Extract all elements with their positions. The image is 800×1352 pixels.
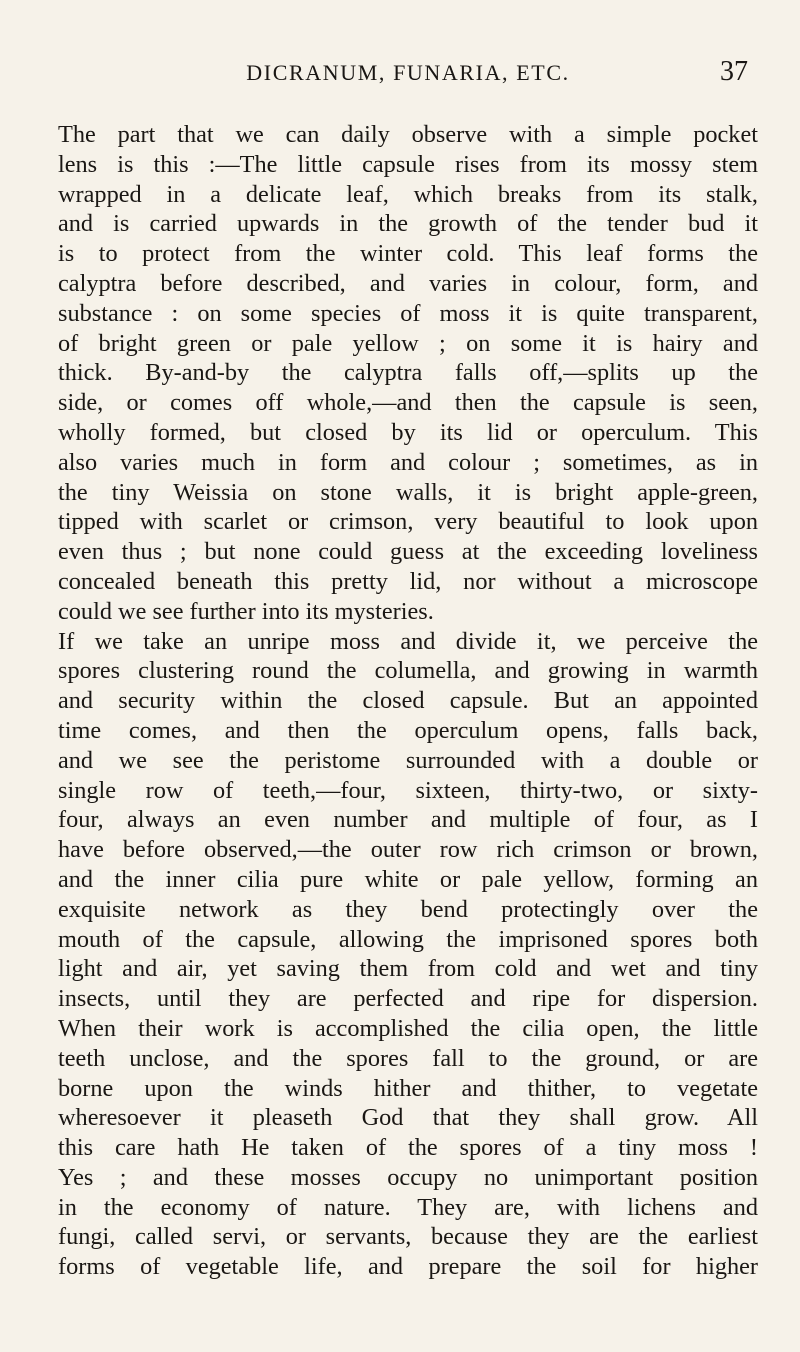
- text-line: wrapped in a delicate leaf, which breaks from its stalk,: [58, 180, 758, 208]
- text-line: lens is this :—The little capsule rises from its mossy stem: [58, 150, 758, 178]
- text-line: of bright green or pale yellow ; on some it is hairy and: [58, 329, 758, 357]
- text-line: forms of vegetable life, and prepare the soil for higher: [58, 1253, 758, 1281]
- text-line: side, or comes off whole,—and then the capsule is seen,: [58, 389, 758, 417]
- text-line: this care hath He taken of the spores of a tiny moss !: [58, 1134, 758, 1162]
- text-line: When their work is accomplished the cilia open, the little: [58, 1014, 758, 1042]
- text-line: thick. By-and-by the calyptra falls off,—splits up the: [58, 359, 758, 387]
- text-line: Yes ; and these mosses occupy no unimportant position: [58, 1163, 758, 1191]
- text-line: time comes, and then the operculum opens, falls back,: [58, 716, 758, 744]
- text-line: also varies much in form and colour ; sometimes, as in: [58, 448, 758, 476]
- text-line: The part that we can daily observe with a simple pocket: [58, 121, 758, 148]
- text-line: and security within the closed capsule. But an appointed: [58, 687, 758, 715]
- text-line: mouth of the capsule, allowing the imprisoned spores both: [58, 925, 758, 953]
- text-line: is to protect from the winter cold. This leaf forms the: [58, 240, 758, 268]
- text-line: teeth unclose, and the spores fall to the ground, or are: [58, 1044, 758, 1072]
- text-line: insects, until they are perfected and ripe for dispersion.: [58, 985, 758, 1013]
- text-line: four, always an even number and multiple of four, as I: [58, 806, 758, 834]
- text-line: and we see the peristome surrounded with a double or: [58, 746, 758, 774]
- body-text: [58, 120, 758, 1282]
- text-line: calyptra before described, and varies in colour, form, and: [58, 269, 758, 297]
- text-line: have before observed,—the outer row rich crimson or brown,: [58, 836, 758, 864]
- text-line: borne upon the winds hither and thither, to vegetate: [58, 1074, 758, 1102]
- text-line: could we see further into its mysteries.: [58, 597, 434, 625]
- text-line: If we take an unripe moss and divide it, we perceive the: [58, 627, 758, 655]
- text-line: and is carried upwards in the growth of the tender bud it: [58, 210, 758, 238]
- text-line: the tiny Weissia on stone walls, it is bright apple-green,: [58, 478, 758, 506]
- page-number: 37: [720, 56, 748, 87]
- text-line: tipped with scarlet or crimson, very beautiful to look upon: [58, 508, 758, 536]
- text-line: in the economy of nature. They are, with lichens and: [58, 1193, 758, 1221]
- text-line: even thus ; but none could guess at the exceeding loveliness: [58, 538, 758, 566]
- text-line: wholly formed, but closed by its lid or operculum. This: [58, 418, 758, 446]
- running-title: DICRANUM, FUNARIA, ETC.: [246, 60, 570, 85]
- text-line: spores clustering round the columella, and growing in warmth: [58, 657, 758, 685]
- text-line: concealed beneath this pretty lid, nor without a microscope: [58, 567, 758, 595]
- text-line: single row of teeth,—four, sixteen, thirty-two, or sixty-: [58, 776, 758, 804]
- text-line: wheresoever it pleaseth God that they shall grow. All: [58, 1104, 758, 1132]
- text-line: light and air, yet saving them from cold and wet and tiny: [58, 955, 758, 983]
- running-header: [68, 56, 748, 94]
- text-line: exquisite network as they bend protectingly over the: [58, 895, 758, 923]
- text-line: fungi, called servi, or servants, because they are the earliest: [58, 1223, 758, 1251]
- text-line: substance : on some species of moss it is quite transparent,: [58, 299, 758, 327]
- text-line: and the inner cilia pure white or pale yellow, forming an: [58, 865, 758, 893]
